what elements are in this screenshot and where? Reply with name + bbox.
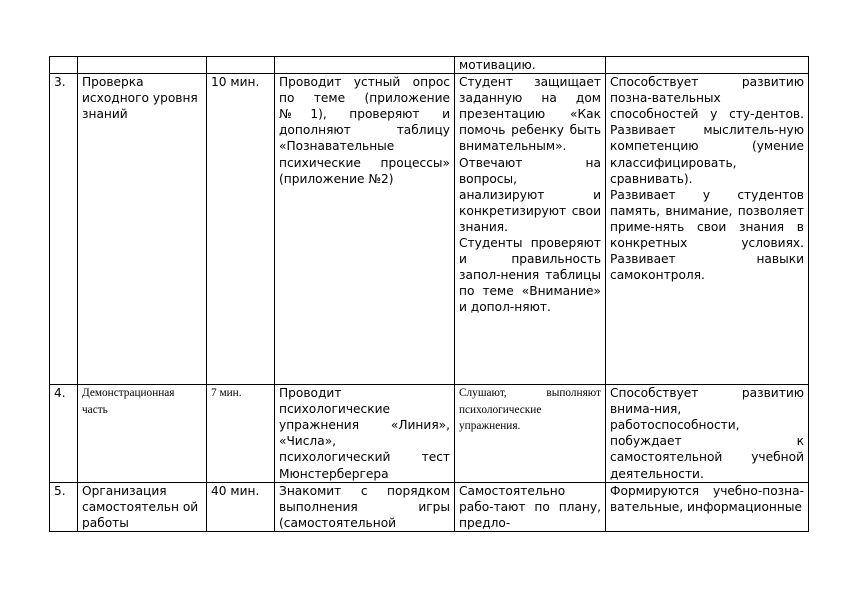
cell-teacher — [275, 57, 455, 74]
table-row — [50, 57, 809, 74]
cell-result — [606, 482, 809, 531]
cell-result — [606, 57, 809, 74]
result-text: Формируются учебно-позна-вательные, информационные — [610, 483, 804, 514]
cell-num: 5. — [50, 482, 78, 531]
cell-student — [455, 74, 606, 385]
cell-student — [455, 482, 606, 531]
student-text: мотивацию. — [459, 58, 536, 72]
cell-stage — [78, 57, 207, 74]
table-row — [50, 385, 809, 483]
cell-stage: Демонстрационная часть — [78, 385, 207, 483]
cell-result — [606, 74, 809, 385]
result-text: Развивает у студентов память, внимание, позволяет приме-нять свои знания в конкретных условиях. Развивает навыки самоконтроля. — [610, 187, 804, 283]
student-text: Студент защищает заданную на дом презентацию «Как помочь ребенку быть внимательным». — [459, 75, 601, 154]
cell-stage: Проверка исходного уровня знаний — [78, 74, 207, 385]
student-text: Слушают, выполняют психологические упражнения. — [459, 387, 601, 433]
cell-teacher: Знакомит с порядком выполнения игры (самостоятельной — [275, 482, 455, 531]
student-text: Отвечают на вопросы, анализируют и конкретизируют свои знания. — [459, 155, 601, 234]
cell-time — [207, 57, 275, 74]
table-row — [50, 74, 809, 385]
student-text: Самостоятельно рабо-тают по плану, предло- — [459, 483, 601, 530]
cell-num — [50, 57, 78, 74]
lesson-plan-table — [49, 56, 809, 532]
cell-result — [606, 385, 809, 483]
cell-teacher: Проводит психологические упражнения «Линия», «Числа», психологический тест Мюнстербергера — [275, 385, 455, 483]
cell-num: 3. — [50, 74, 78, 385]
cell-time: 7 мин. — [207, 385, 275, 483]
result-text: Способствует развитию позна-вательных способностей у сту-дентов. Развивает мыслитель-ную компетенцию (умение классифицировать, сравнивать). — [610, 75, 804, 186]
result-text: Способствует развитию внима-ния, работоспособности, побуждает к самостоятельной учебной деятельности. — [610, 386, 804, 481]
cell-student — [455, 57, 606, 74]
cell-time: 10 мин. — [207, 74, 275, 385]
cell-student — [455, 385, 606, 483]
cell-stage: Организация самостоятельн ой работы — [78, 482, 207, 531]
cell-num: 4. — [50, 385, 78, 483]
cell-teacher: Проводит устный опрос по теме (приложение №1), проверяют и дополняют таблицу «Познавательные психические процессы» (приложение №2) — [275, 74, 455, 385]
table-row — [50, 482, 809, 531]
student-text: Студенты проверяют и правильность запол-нения таблицы по теме «Внимание» и допол-няют. — [459, 236, 601, 315]
cell-time: 40 мин. — [207, 482, 275, 531]
